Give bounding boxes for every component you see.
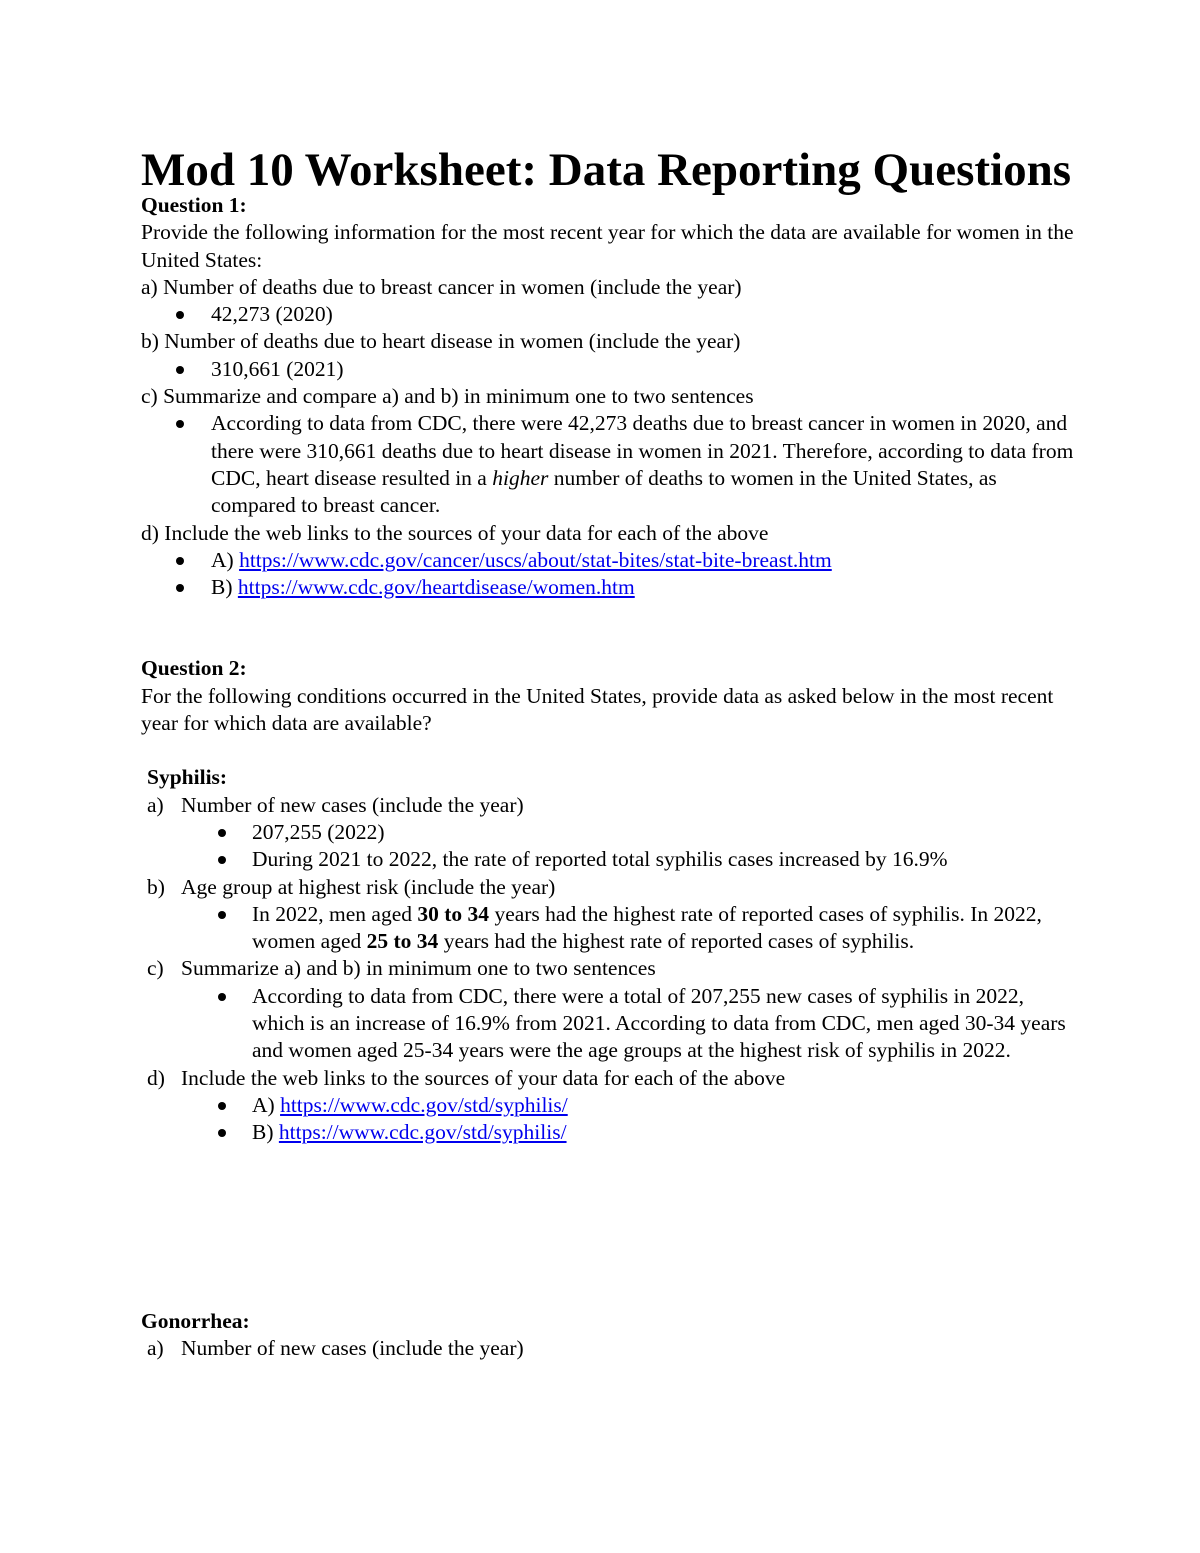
syphilis-a-answer-1: 207,255 (2022) <box>141 819 1081 846</box>
q1-c-answer-part-2: number of deaths to women in the United States, as compared to breast cancer. <box>211 465 997 518</box>
syphilis-c-label: Summarize a) and b) in minimum one to two sentences <box>181 956 656 981</box>
syphilis-b-men-age: 30 to 34 <box>417 901 490 926</box>
syphilis-b-answers <box>141 901 1081 956</box>
q1-link-a-item <box>141 547 1081 574</box>
syphilis-item-d <box>141 1065 1081 1092</box>
q1-link-a[interactable]: https://www.cdc.gov/cancer/uscs/about/stat-bites/stat-bite-breast.htm <box>239 547 832 572</box>
syphilis-link-a-item <box>141 1092 1081 1119</box>
document-body <box>141 192 1081 1362</box>
q1-a-label: a) Number of deaths due to breast cancer in women (include the year) <box>141 274 742 299</box>
question-2-prompt: For the following conditions occurred in the United States, provide data as asked below in the most recent year for which data are available? <box>141 683 1054 736</box>
q1-c-answer-part-1: According to data from CDC, there were 42,273 deaths due to breast cancer in women in 2020, and there were 310,661 deaths due to heart disease in women in 2021. Therefore, according to data from CDC, heart disease resulted in a <box>211 411 1074 490</box>
syphilis-a-label: Number of new cases (include the year) <box>181 792 524 817</box>
syphilis-d-links <box>141 1092 1081 1147</box>
gonorrhea-a-marker: a) <box>147 1335 164 1360</box>
syphilis-heading: Syphilis: <box>147 765 228 790</box>
q1-c-answer-emphasis: higher <box>492 465 549 490</box>
page-title: Mod 10 Worksheet: Data Reporting Questions <box>141 144 1071 196</box>
q1-link-b-item <box>141 574 1081 601</box>
syphilis-item-a <box>141 792 1081 819</box>
syphilis-link-a-prefix: A) <box>252 1092 281 1117</box>
spacer <box>141 737 1081 764</box>
syphilis-c-marker: c) <box>147 956 164 981</box>
question-1-prompt: Provide the following information for the most recent year for which the data are available for women in the United States: <box>141 220 1074 272</box>
q1-b-label: b) Number of deaths due to heart disease in women (include the year) <box>141 329 741 354</box>
q1-b-answer: 310,661 (2021) <box>141 356 1081 383</box>
question-2-heading: Question 2: <box>141 656 247 681</box>
syphilis-link-b-item <box>141 1119 1081 1146</box>
q1-link-b[interactable]: https://www.cdc.gov/heartdisease/women.htm <box>237 575 635 600</box>
syphilis-d-marker: d) <box>147 1065 165 1090</box>
syphilis-link-b-prefix: B) <box>252 1120 279 1145</box>
gonorrhea-item-a <box>141 1335 1081 1362</box>
syphilis-link-b[interactable]: https://www.cdc.gov/std/syphilis/ <box>278 1120 567 1145</box>
syphilis-item-c <box>141 955 1081 982</box>
syphilis-d-label: Include the web links to the sources of your data for each of the above <box>181 1065 786 1090</box>
syphilis-b-part-1: In 2022, men aged <box>252 901 418 926</box>
syphilis-b-part-3: years had the highest rate of reported cases of syphilis. <box>438 929 915 954</box>
syphilis-a-marker: a) <box>147 792 164 817</box>
q1-a-answers <box>141 301 1081 328</box>
gonorrhea-heading: Gonorrhea: <box>141 1308 250 1333</box>
syphilis-b-label: Age group at highest risk (include the year) <box>181 874 556 899</box>
q1-c-label: c) Summarize and compare a) and b) in minimum one to two sentences <box>141 384 754 409</box>
syphilis-c-answers <box>141 983 1081 1065</box>
q1-link-b-prefix: B) <box>211 575 238 600</box>
syphilis-b-women-age: 25 to 34 <box>366 929 439 954</box>
q1-c-answers <box>141 410 1081 519</box>
syphilis-item-b <box>141 874 1081 901</box>
q1-a-answer: 42,273 (2020) <box>141 301 1081 328</box>
syphilis-b-part-2: years had the highest rate of reported cases of syphilis. In 2022, women aged <box>252 901 1042 954</box>
q1-c-answer <box>141 410 1081 519</box>
spacer <box>141 1147 1081 1308</box>
syphilis-link-a[interactable]: https://www.cdc.gov/std/syphilis/ <box>280 1092 568 1117</box>
question-1-heading: Question 1: <box>141 193 247 217</box>
q1-d-links <box>141 547 1081 602</box>
syphilis-a-answer-2: During 2021 to 2022, the rate of reported total syphilis cases increased by 16.9% <box>141 846 1081 873</box>
spacer <box>141 601 1081 655</box>
q1-b-answers <box>141 356 1081 383</box>
syphilis-b-marker: b) <box>147 874 165 899</box>
syphilis-c-answer: According to data from CDC, there were a total of 207,255 new cases of syphilis in 2022, which is an increase of 16.9% from 2021. According to data from CDC, men aged 30-34 years and women aged 25-34 years were the age groups at the highest risk of syphilis in 2022. <box>141 983 1081 1065</box>
q1-d-label: d) Include the web links to the sources of your data for each of the above <box>141 520 769 545</box>
syphilis-a-answers <box>141 819 1081 874</box>
gonorrhea-a-label: Number of new cases (include the year) <box>181 1335 524 1360</box>
syphilis-b-answer <box>141 901 1081 956</box>
q1-link-a-prefix: A) <box>211 547 240 572</box>
